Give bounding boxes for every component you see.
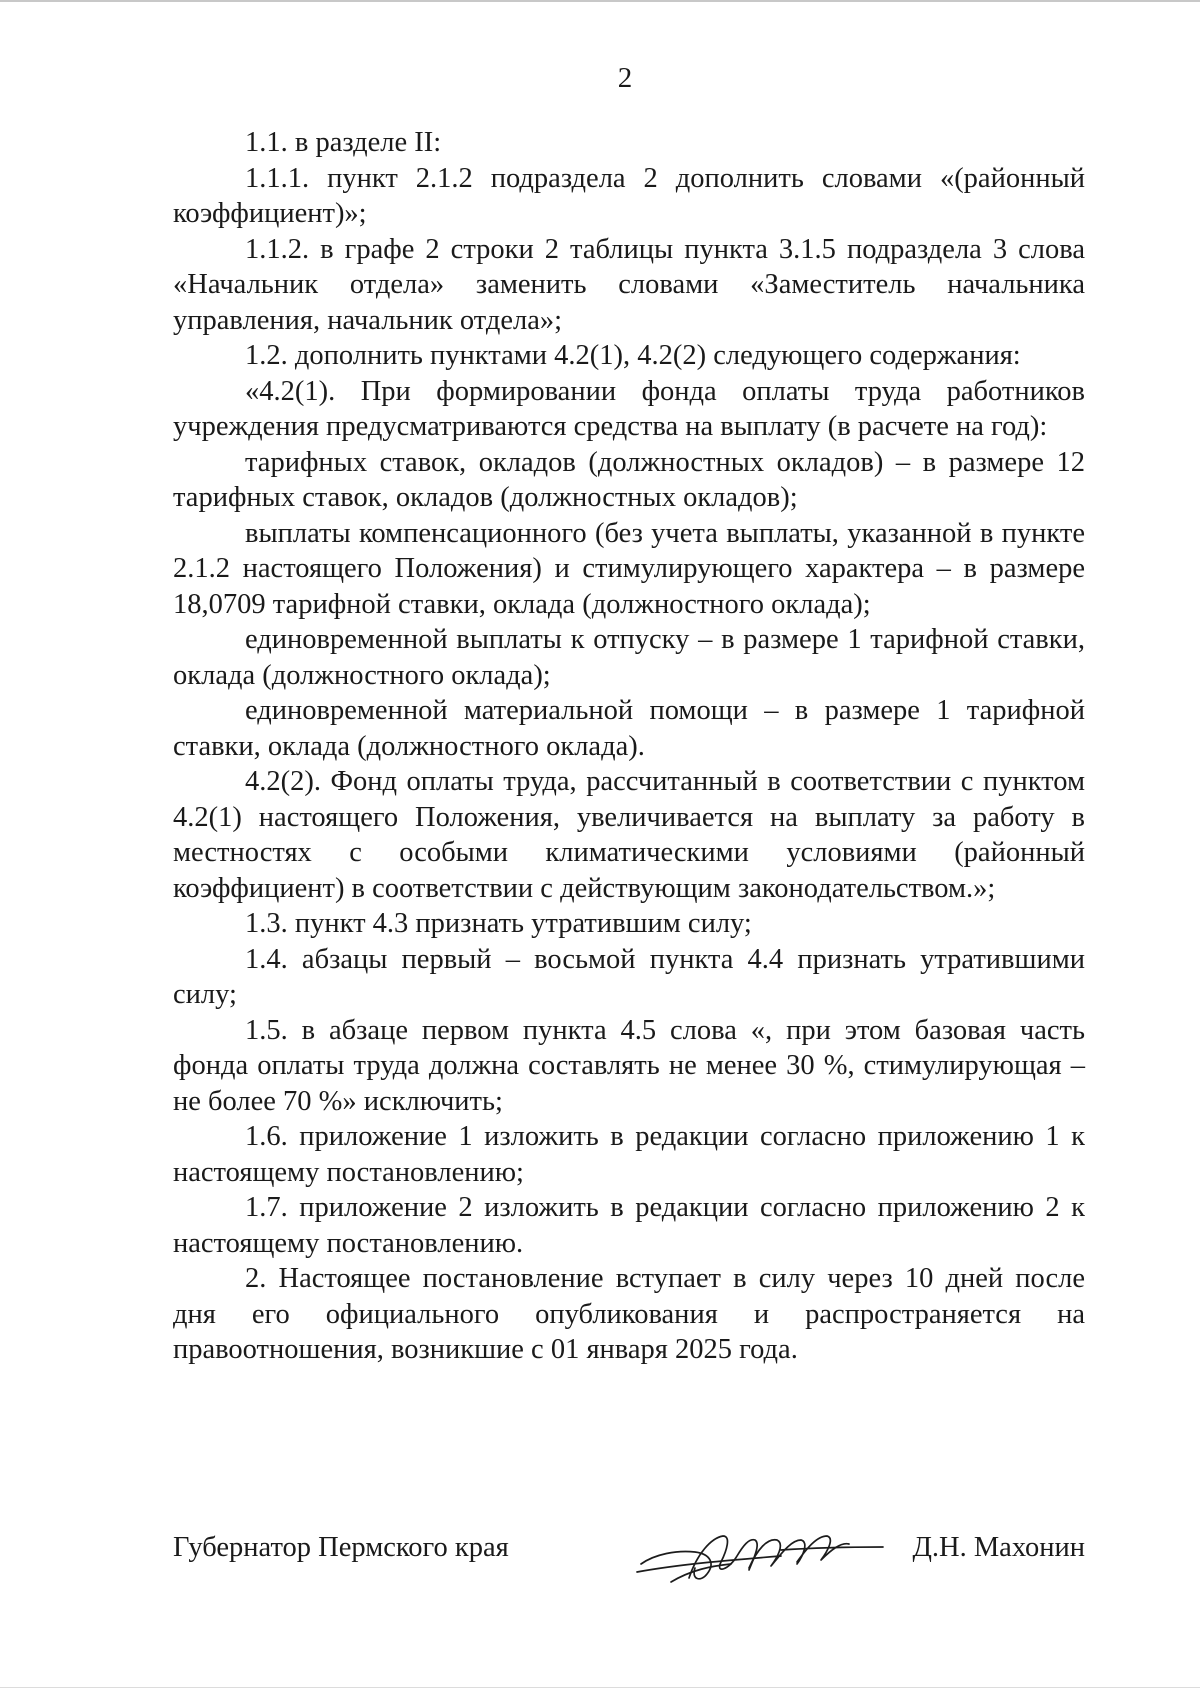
paragraph-2: 2. Настоящее постановление вступает в силу через 10 дней после дня его официального опубликования и распространяется на правоотношения, возникшие с 01 января 2025 года. — [173, 1263, 1085, 1365]
paragraph-4-2-1: «4.2(1). При формировании фонда оплаты труда работников учреждения предусматриваются средства на выплату (в расчете на год): — [173, 375, 1085, 442]
paragraph-1-2: 1.2. дополнить пунктами 4.2(1), 4.2(2) следующего содержания: — [245, 340, 1021, 371]
paragraph-1-4: 1.4. абзацы первый – восьмой пункта 4.4 признать утратившими силу; — [173, 943, 1085, 1010]
signatory-position: Губернатор Пермского края — [173, 1532, 509, 1563]
document-body — [173, 125, 1085, 1368]
signatory-name: Д.Н. Махонин — [912, 1532, 1085, 1563]
paragraph-tariff-rates: тарифных ставок, окладов (должностных окладов) – в размере 12 тарифных ставок, окладов (должностных окладов); — [173, 446, 1085, 513]
paragraph-1-1: 1.1. в разделе II: — [245, 127, 442, 158]
page-number: 2 — [617, 62, 633, 94]
paragraph-1-5: 1.5. в абзаце первом пункта 4.5 слова «, при этом базовая часть фонда оплаты труда должна составлять не менее 30 %, стимулирующая – не более 70 %» исключить; — [173, 1014, 1085, 1117]
paragraph-compensation-payments: выплаты компенсационного (без учета выплаты, указанной в пункте 2.1.2 настоящего Положения) и стимулирующего характера – в размере 18,0709 тарифной ставки, оклада (должностного оклада); — [173, 517, 1085, 620]
paragraph-4-2-2: 4.2(2). Фонд оплаты труда, рассчитанный в соответствии с пунктом 4.2(1) настоящего Положения, увеличивается на выплату за работу в местностях с особыми климатическими условиями (районный коэффициент) в соответствии с действующим законодательством.»; — [173, 766, 1085, 904]
scan-edge-bottom — [0, 1687, 1200, 1688]
paragraph-1-1-1: 1.1.1. пункт 2.1.2 подраздела 2 дополнить словами «(районный коэффициент)»; — [173, 162, 1085, 229]
paragraph-1-6: 1.6. приложение 1 изложить в редакции согласно приложению 1 к настоящему постановлению; — [173, 1121, 1085, 1188]
signature-block — [173, 1520, 1085, 1590]
handwritten-signature — [631, 1520, 891, 1590]
paragraph-vacation-payment: единовременной выплаты к отпуску – в размере 1 тарифной ставки, оклада (должностного оклада); — [173, 624, 1085, 691]
paragraph-1-1-2: 1.1.2. в графе 2 строки 2 таблицы пункта 3.1.5 подраздела 3 слова «Начальник отдела» заменить словами «Заместитель начальника управления, начальник отдела»; — [173, 233, 1085, 336]
paragraph-1-7: 1.7. приложение 2 изложить в редакции согласно приложению 2 к настоящему постановлению. — [173, 1192, 1085, 1259]
paragraph-1-3: 1.3. пункт 4.3 признать утратившим силу; — [245, 908, 752, 939]
scan-edge-top — [0, 0, 1200, 2]
paragraph-material-aid: единовременной материальной помощи – в размере 1 тарифной ставки, оклада (должностного оклада). — [173, 695, 1085, 762]
